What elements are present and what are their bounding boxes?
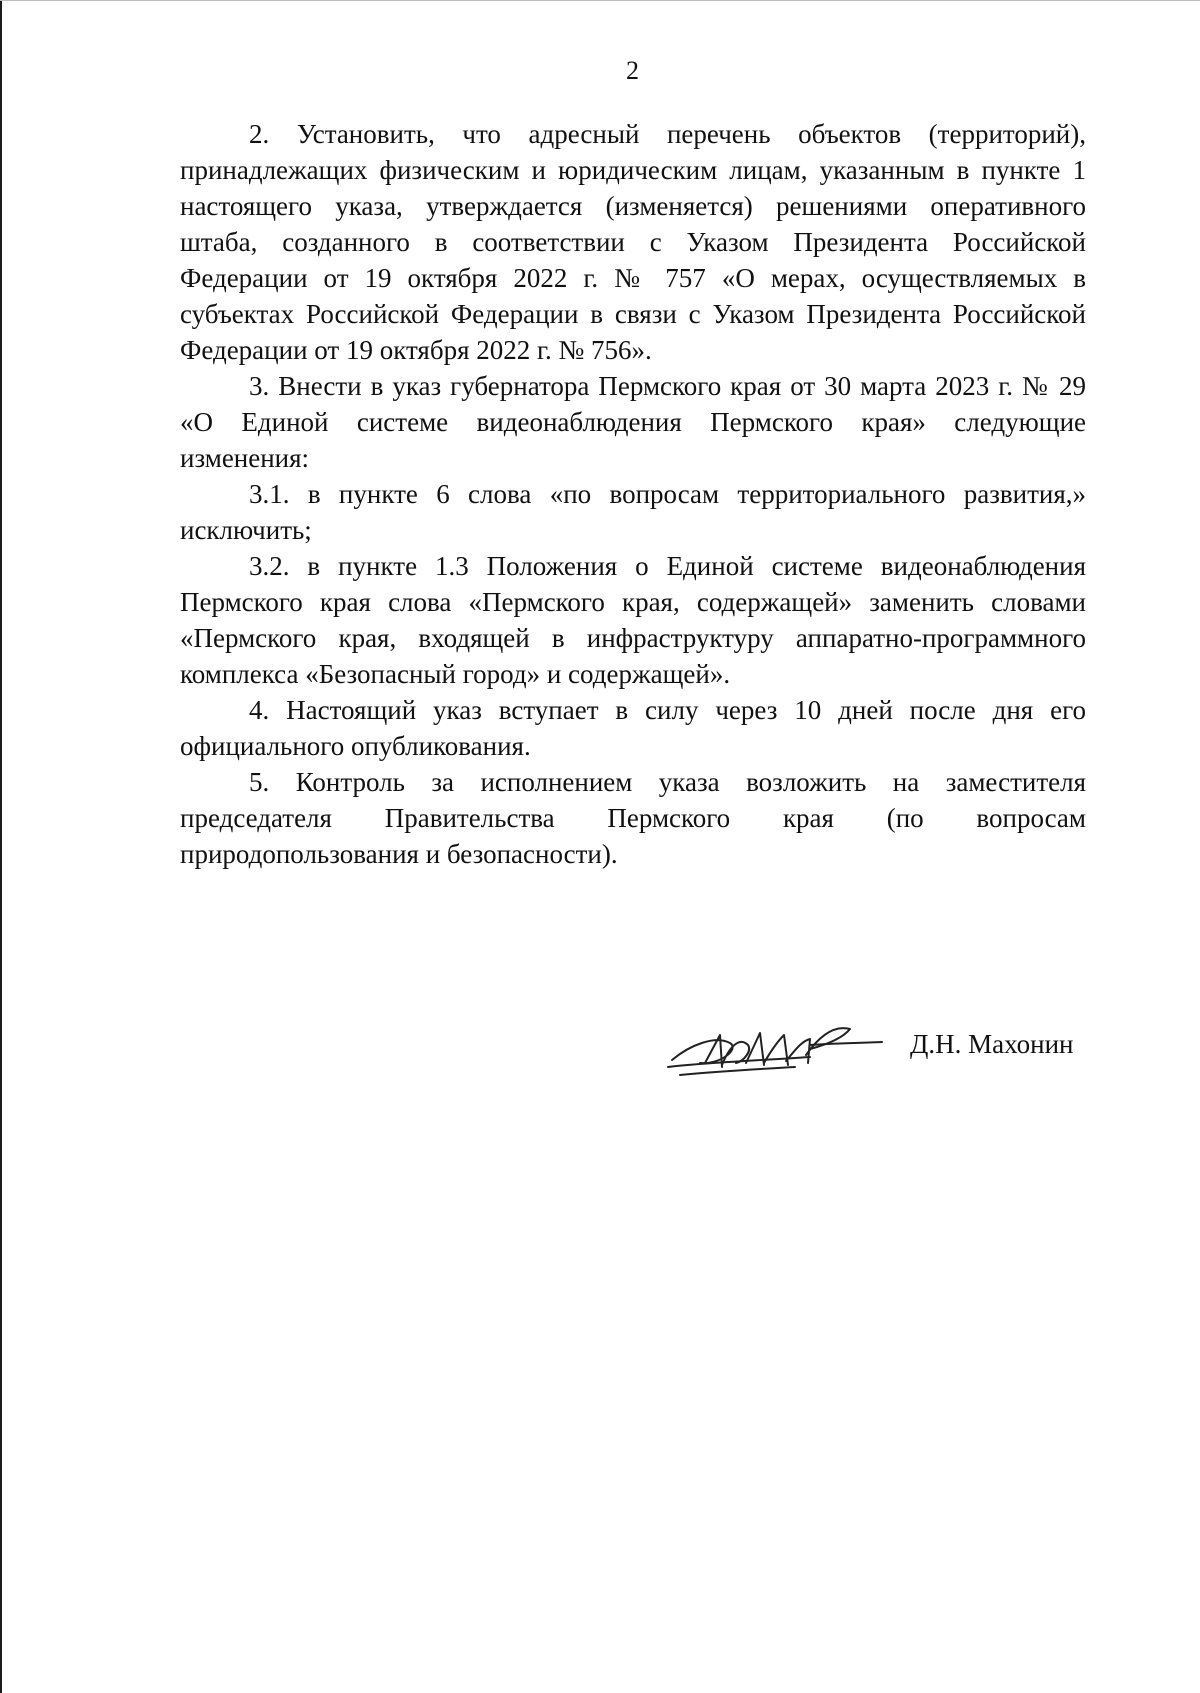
scan-top-edge <box>0 0 1200 1</box>
paragraph-3: 3. Внести в указ губернатора Пермского края от 30 марта 2023 г. № 29 «О Единой системе видеонаблюдения Пермского края» следующие изменения: <box>180 371 1086 473</box>
paragraph-5: 5. Контроль за исполнением указа возложить на заместителя председателя Правительства Пермского края (по вопросам природопользования и безопасности). <box>180 767 1086 869</box>
paragraph-3-1: 3.1. в пункте 6 слова «по вопросам территориального развития,» исключить; <box>180 479 1086 545</box>
paragraph-2: 2. Установить, что адресный перечень объектов (территорий), принадлежащих физическим и юридическим лицам, указанным в пункте 1 настоящего указа, утверждается (изменяется) решениями оперативного штаба, созданного в соответствии с Указом Президента Российской Федерации от 19 октября 2022 г. № 757 «О мерах, осуществляемых в субъектах Российской Федерации в связи с Указом Президента Российской Федерации от 19 октября 2022 г. № 756». <box>180 119 1086 365</box>
handwritten-signature <box>660 1005 885 1085</box>
decree-body <box>180 116 1086 872</box>
signatory-name: Д.Н. Махонин <box>910 1029 1074 1059</box>
page-number: 2 <box>626 56 639 85</box>
paragraph-3-2: 3.2. в пункте 1.3 Положения о Единой системе видеонаблюдения Пермского края слова «Пермского края, содержащей» заменить словами «Пермского края, входящей в инфраструктуру аппаратно-программного комплекса «Безопасный город» и содержащей». <box>180 551 1086 689</box>
scan-left-edge <box>0 0 2 1693</box>
paragraph-4: 4. Настоящий указ вступает в силу через 10 дней после дня его официального опубликования. <box>180 695 1086 761</box>
